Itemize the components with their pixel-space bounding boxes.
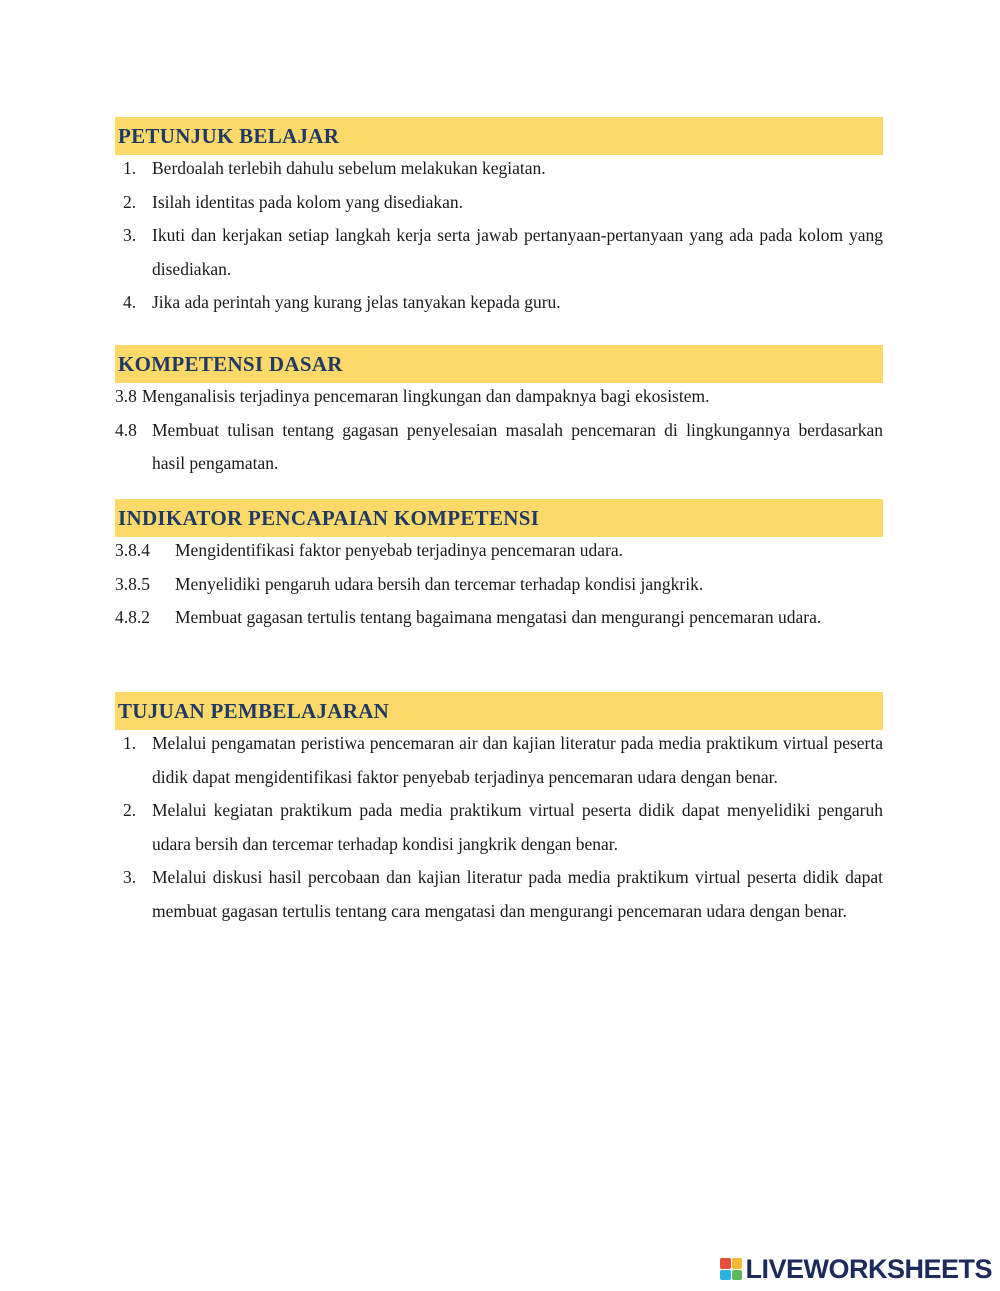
list-item (115, 861, 883, 928)
item-text: Menganalisis terjadinya pencemaran lingkungan dan dampaknya bagi ekosistem. (141, 386, 710, 406)
item-text: Menyelidiki pengaruh udara bersih dan tercemar terhadap kondisi jangkrik. (175, 573, 704, 594)
item-number: 3.8 (115, 386, 137, 406)
item-text: Melalui kegiatan praktikum pada media praktikum virtual peserta didik dapat menyelidiki pengaruh udara bersih dan tercemar terhadap kondisi jangkrik dengan benar. (152, 800, 883, 854)
section-heading: PETUNJUK BELAJAR (115, 117, 883, 155)
list-item (115, 186, 883, 220)
item-number: 1. (123, 733, 137, 753)
item-text: Membuat gagasan tertulis tentang bagaimana mengatasi dan mengurangi pencemaran udara. (175, 607, 822, 627)
competency-list (115, 380, 883, 481)
item-text: Ikuti dan kerjakan setiap langkah kerja serta jawab pertanyaan-pertanyaan yang ada pada kolom yang disediakan. (152, 225, 883, 279)
indicator-list (115, 534, 883, 635)
section-indikator (115, 499, 883, 635)
list-item (115, 534, 883, 568)
list-item (115, 152, 883, 186)
liveworksheets-brand[interactable] (720, 1253, 992, 1285)
item-number: 4. (123, 292, 137, 312)
item-text: Melalui pengamatan peristiwa pencemaran air dan kajian literatur pada media praktikum virtual peserta didik dapat mengidentifikasi faktor penyebab terjadinya pencemaran udara dengan benar. (152, 733, 883, 787)
list-item (115, 568, 883, 602)
item-number: 2. (123, 800, 137, 820)
section-heading: INDIKATOR PENCAPAIAN KOMPETENSI (115, 499, 883, 537)
item-number: 3. (123, 867, 137, 887)
list-item (115, 727, 883, 794)
list-item (115, 219, 883, 286)
item-number: 3.8.5 (115, 573, 150, 594)
item-text: Berdoalah terlebih dahulu sebelum melakukan kegiatan. (152, 158, 546, 178)
list-item (115, 794, 883, 861)
item-text: Melalui diskusi hasil percobaan dan kajian literatur pada media praktikum virtual peserta didik dapat membuat gagasan tertulis tentang cara mengatasi dan mengurangi pencemaran udara dengan benar. (152, 867, 883, 921)
instruction-list (115, 152, 883, 320)
section-tujuan-pembelajaran (115, 692, 883, 928)
section-kompetensi-dasar (115, 345, 883, 481)
section-petunjuk-belajar (115, 117, 883, 320)
section-heading: KOMPETENSI DASAR (115, 345, 883, 383)
section-heading: TUJUAN PEMBELAJARAN (115, 692, 883, 730)
brand-name: LIVEWORKSHEETS (745, 1253, 992, 1284)
item-text: Mengidentifikasi faktor penyebab terjadinya pencemaran udara. (175, 540, 624, 560)
item-number: 3. (123, 225, 137, 245)
item-number: 4.8.2 (115, 607, 150, 627)
item-text: Membuat tulisan tentang gagasan penyelesaian masalah pencemaran di lingkungannya berdasarkan hasil pengamatan. (152, 419, 883, 473)
objective-list (115, 727, 883, 928)
item-number: 3.8.4 (115, 540, 150, 560)
list-item (115, 601, 883, 635)
item-number: 2. (123, 191, 137, 212)
item-text: Jika ada perintah yang kurang jelas tanyakan kepada guru. (152, 292, 561, 312)
liveworksheets-logo-icon (720, 1258, 742, 1280)
list-item (115, 414, 883, 481)
list-item (115, 380, 883, 414)
item-text: Isilah identitas pada kolom yang disediakan. (152, 191, 464, 212)
item-number: 4.8 (115, 419, 137, 440)
list-item (115, 286, 883, 320)
item-number: 1. (123, 158, 137, 178)
